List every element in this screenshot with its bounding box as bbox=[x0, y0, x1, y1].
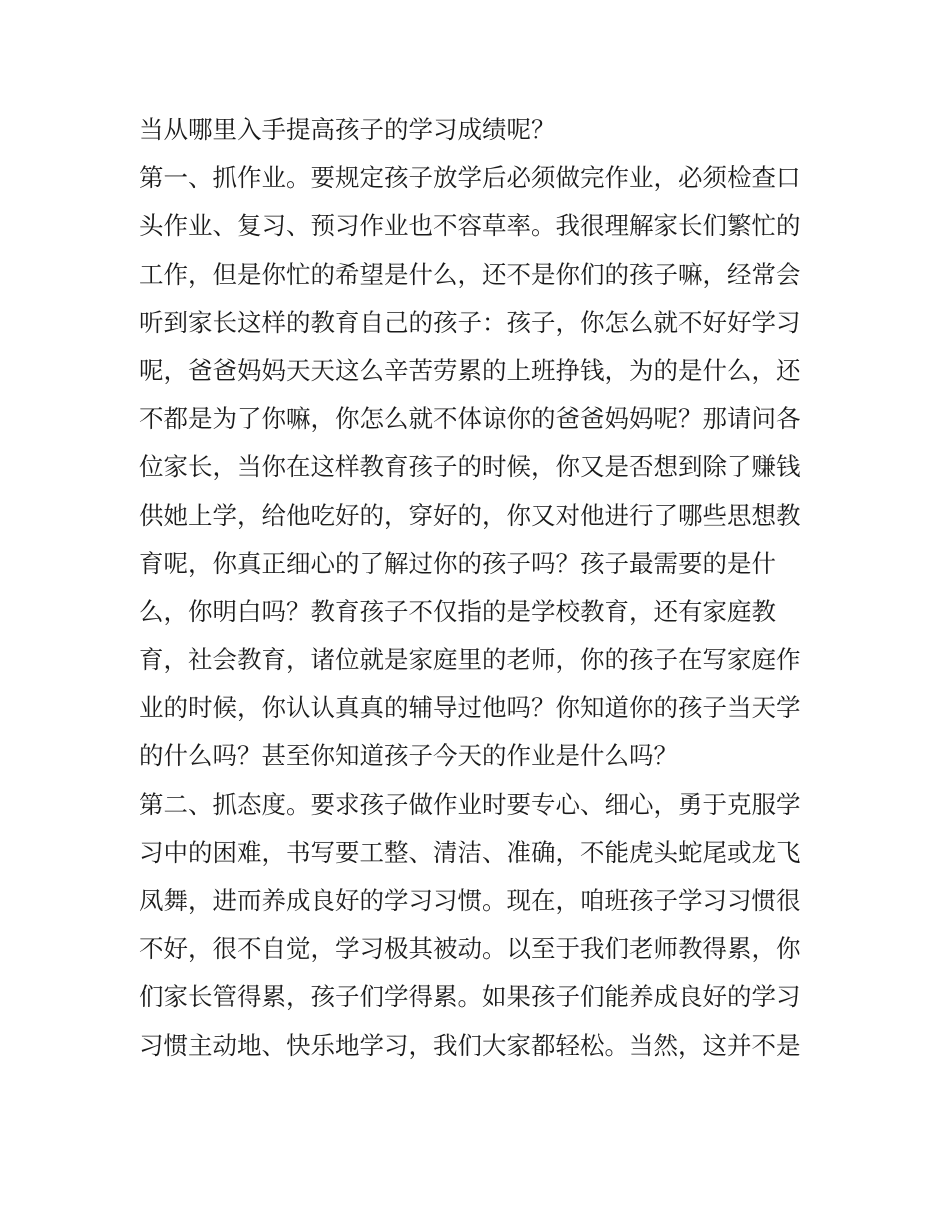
text-line: 呢，爸爸妈妈天天这么辛苦劳累的上班挣钱，为的是什么，还 bbox=[139, 355, 801, 385]
text-line: 工作，但是你忙的希望是什么，还不是你们的孩子嘛，经常会 bbox=[139, 259, 801, 289]
text-line: 育呢，你真正细心的了解过你的孩子吗？孩子最需要的是什 bbox=[139, 548, 776, 578]
text-line: 习惯主动地、快乐地学习，我们大家都轻松。当然，这并不是 bbox=[139, 1030, 801, 1060]
text-line: 听到家长这样的教育自己的孩子：孩子，你怎么就不好好学习 bbox=[139, 307, 801, 337]
text-line: 第二、抓态度。要求孩子做作业时要专心、细心，勇于克服学 bbox=[139, 789, 801, 819]
text-line: 不好，很不自觉，学习极其被动。以至于我们老师教得累，你 bbox=[139, 934, 801, 964]
text-line: 不都是为了你嘛，你怎么就不体谅你的爸爸妈妈呢？那请问各 bbox=[139, 404, 801, 434]
text-line: 凤舞，进而养成良好的学习习惯。现在，咱班孩子学习习惯很 bbox=[139, 886, 801, 915]
text-line: 第一、抓作业。要规定孩子放学后必须做完作业，必须检查口 bbox=[139, 163, 801, 193]
text-line: 的什么吗？甚至你知道孩子今天的作业是什么吗？ bbox=[139, 741, 678, 771]
text-line: 业的时候，你认认真真的辅导过他吗？你知道你的孩子当天学 bbox=[139, 693, 801, 723]
text-line: 育，社会教育，诸位就是家庭里的老师，你的孩子在写家庭作 bbox=[139, 645, 801, 675]
text-line: 供她上学，给他吃好的，穿好的，你又对他进行了哪些思想教 bbox=[139, 500, 801, 530]
text-line: 头作业、复习、预习作业也不容草率。我很理解家长们繁忙的 bbox=[139, 211, 801, 241]
text-line: 位家长，当你在这样教育孩子的时候，你又是否想到除了赚钱 bbox=[139, 452, 801, 482]
document-body bbox=[139, 106, 819, 1070]
text-line: 习中的困难，书写要工整、清洁、准确，不能虎头蛇尾或龙飞 bbox=[139, 837, 801, 867]
text-line: 么，你明白吗？教育孩子不仅指的是学校教育，还有家庭教 bbox=[139, 596, 776, 626]
text-line: 当从哪里入手提高孩子的学习成绩呢？ bbox=[139, 115, 556, 144]
text-line: 们家长管得累，孩子们学得累。如果孩子们能养成良好的学习 bbox=[139, 982, 801, 1012]
